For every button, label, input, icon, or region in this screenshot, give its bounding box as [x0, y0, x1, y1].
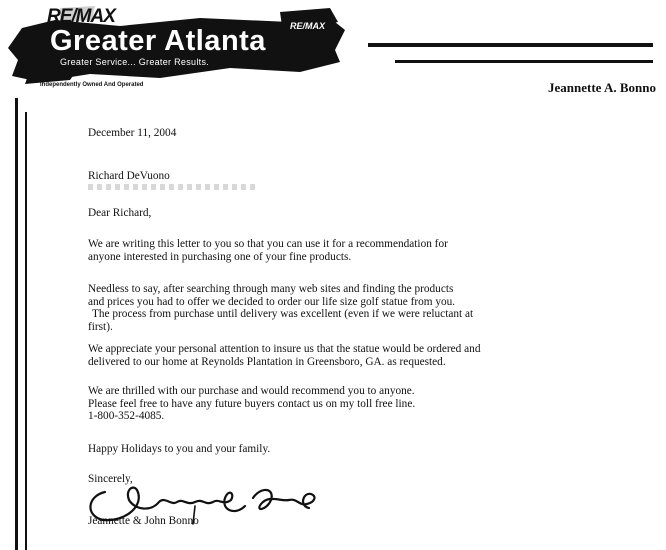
paragraph-line: and prices you had to offer we decided to order our life size golf statue from you. — [88, 295, 456, 308]
paragraph-1 — [88, 238, 448, 263]
paragraph-line: Please feel free to have any future buyers contact us on my toll free line. — [88, 397, 416, 410]
paragraph-line: We are thrilled with our purchase and would recommend you to anyone. — [88, 385, 415, 397]
paragraph-5: Happy Holidays to you and your family. — [88, 443, 271, 455]
logo-title: Greater Atlanta — [50, 25, 266, 57]
paragraph-3 — [88, 343, 480, 368]
paragraph-line: first). — [88, 320, 113, 333]
agent-name: Jeannette A. Bonno — [548, 80, 656, 95]
paragraph-line: We are writing this letter to you so that you can use it for a recommendation for — [88, 238, 448, 250]
closing: Sincerely, — [88, 473, 133, 485]
margin-bar-outer — [15, 98, 18, 550]
paragraph-line: The process from purchase until delivery was excellent (even if we were reluctant at — [92, 308, 474, 320]
salutation: Dear Richard, — [88, 207, 152, 219]
paragraph-line: Needless to say, after searching through many web sites and finding the products — [88, 283, 454, 295]
signers: Jeannette & John Bonno — [88, 515, 199, 527]
margin-bar-inner — [25, 112, 27, 550]
logo-badge: RE/MAX — [290, 21, 326, 31]
recipient-name: Richard DeVuono — [88, 170, 170, 182]
paragraph-line: 1-800-352-4085. — [88, 410, 165, 422]
paragraph-2 — [88, 283, 473, 333]
paragraph-line: anyone interested in purchasing one of your fine products. — [88, 250, 352, 263]
header-rule-bottom — [395, 60, 653, 63]
independent-note: Independently Owned And Operated — [40, 82, 144, 88]
logo-tagline: Greater Service... Greater Results. — [60, 57, 210, 67]
paragraph-line: delivered to our home at Reynolds Plantation in Greensboro, GA. as requested. — [88, 355, 446, 368]
letter-date: December 11, 2004 — [88, 127, 177, 139]
paragraph-4 — [88, 385, 415, 423]
header-rule-top — [368, 43, 653, 47]
logo-brand: RE/MAX — [47, 6, 115, 27]
address-smudge — [88, 184, 258, 190]
paragraph-line: We appreciate your personal attention to insure us that the statue would be ordered and — [88, 343, 481, 355]
